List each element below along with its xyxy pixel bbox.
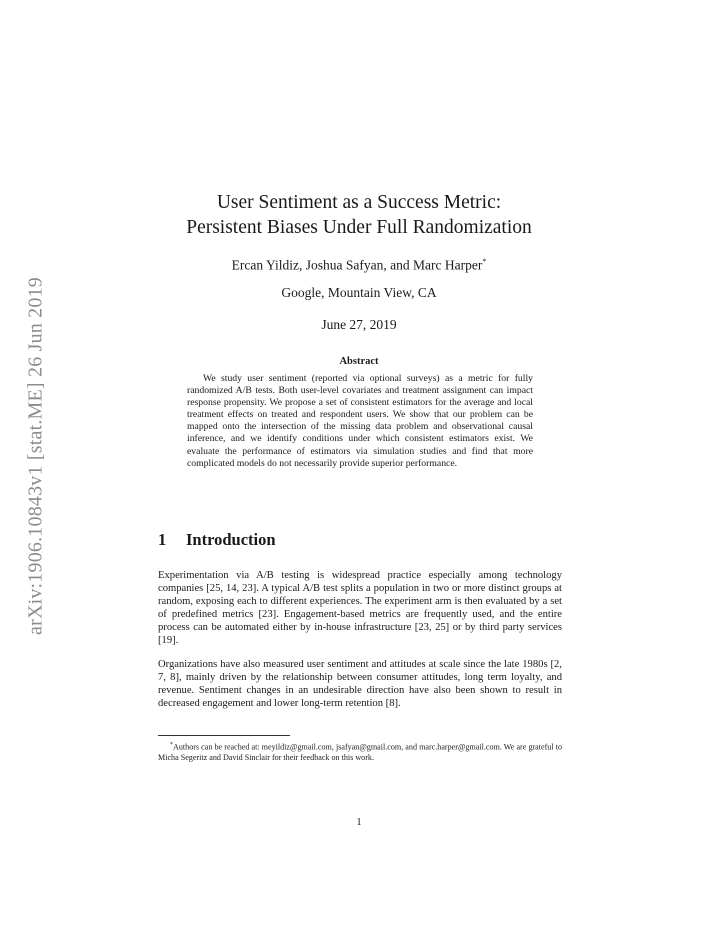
footnote-mark: *	[170, 742, 173, 748]
footnote-divider	[158, 735, 290, 736]
page-number: 1	[356, 817, 362, 828]
body-paragraph: Organizations have also measured user sentiment and attitudes at scale since the late 1980s [2, 7, 8], mainly driven by the relationship between consumer attitudes, long term loyalty, and revenue. Sentiment changes in an undesirable direction have also been shown to result in decreased engagement and lower long-term retention [8].	[158, 659, 562, 710]
affiliation: Google, Mountain View, CA	[281, 285, 437, 300]
title-line-2: Persistent Biases Under Full Randomization	[186, 217, 532, 238]
title-line-1: User Sentiment as a Success Metric:	[216, 192, 502, 213]
footnote	[158, 740, 562, 764]
section-heading	[158, 530, 276, 550]
footnote-text: Authors can be reached at: meyildiz@gmail.com, jsafyan@gmail.com, and marc.harper@gmail.com. We are grateful to Micha Segeritz and David Sinclair for their feedback on this work.	[158, 742, 562, 763]
author-list	[120, 257, 598, 274]
section-title: Introduction	[186, 530, 276, 549]
section-number: 1	[158, 530, 167, 549]
arxiv-identifier: arXiv:1906.10843v1 [stat.ME] 26 Jun 2019	[24, 277, 47, 635]
body-paragraph: Experimentation via A/B testing is widespread practice especially among technology companies [25, 14, 23]. A typical A/B test splits a population in two or more distinct groups at random, exposing each to different experiences. The experiment arm is then evaluated by a set of predefined metrics [23]. Engagement-based metrics are frequently used, and the entire process can be automated either by in-house infrastructure [23, 25] or by third party services [19].	[158, 570, 562, 647]
publication-date: June 27, 2019	[321, 317, 397, 332]
paper-title	[120, 190, 598, 240]
abstract-heading: Abstract	[339, 356, 379, 367]
author-footnote-mark: *	[482, 257, 487, 266]
abstract-body: We study user sentiment (reported via optional surveys) as a metric for fully randomized A/B tests. Both user-level covariates and treatment assignment can impact response propensity. We propose a set of consistent estimators for the average and local treatment effects on treated and respondent users. We show that our problem can be mapped onto the intersection of the missing data problem and observational causal inference, and we identify conditions under which consistent estimators exist. We evaluate the performance of estimators via simulation studies and find that more complicated models do not necessarily provide superior performance.	[187, 373, 533, 469]
author-names: Ercan Yildiz, Joshua Safyan, and Marc Harper	[231, 257, 483, 273]
